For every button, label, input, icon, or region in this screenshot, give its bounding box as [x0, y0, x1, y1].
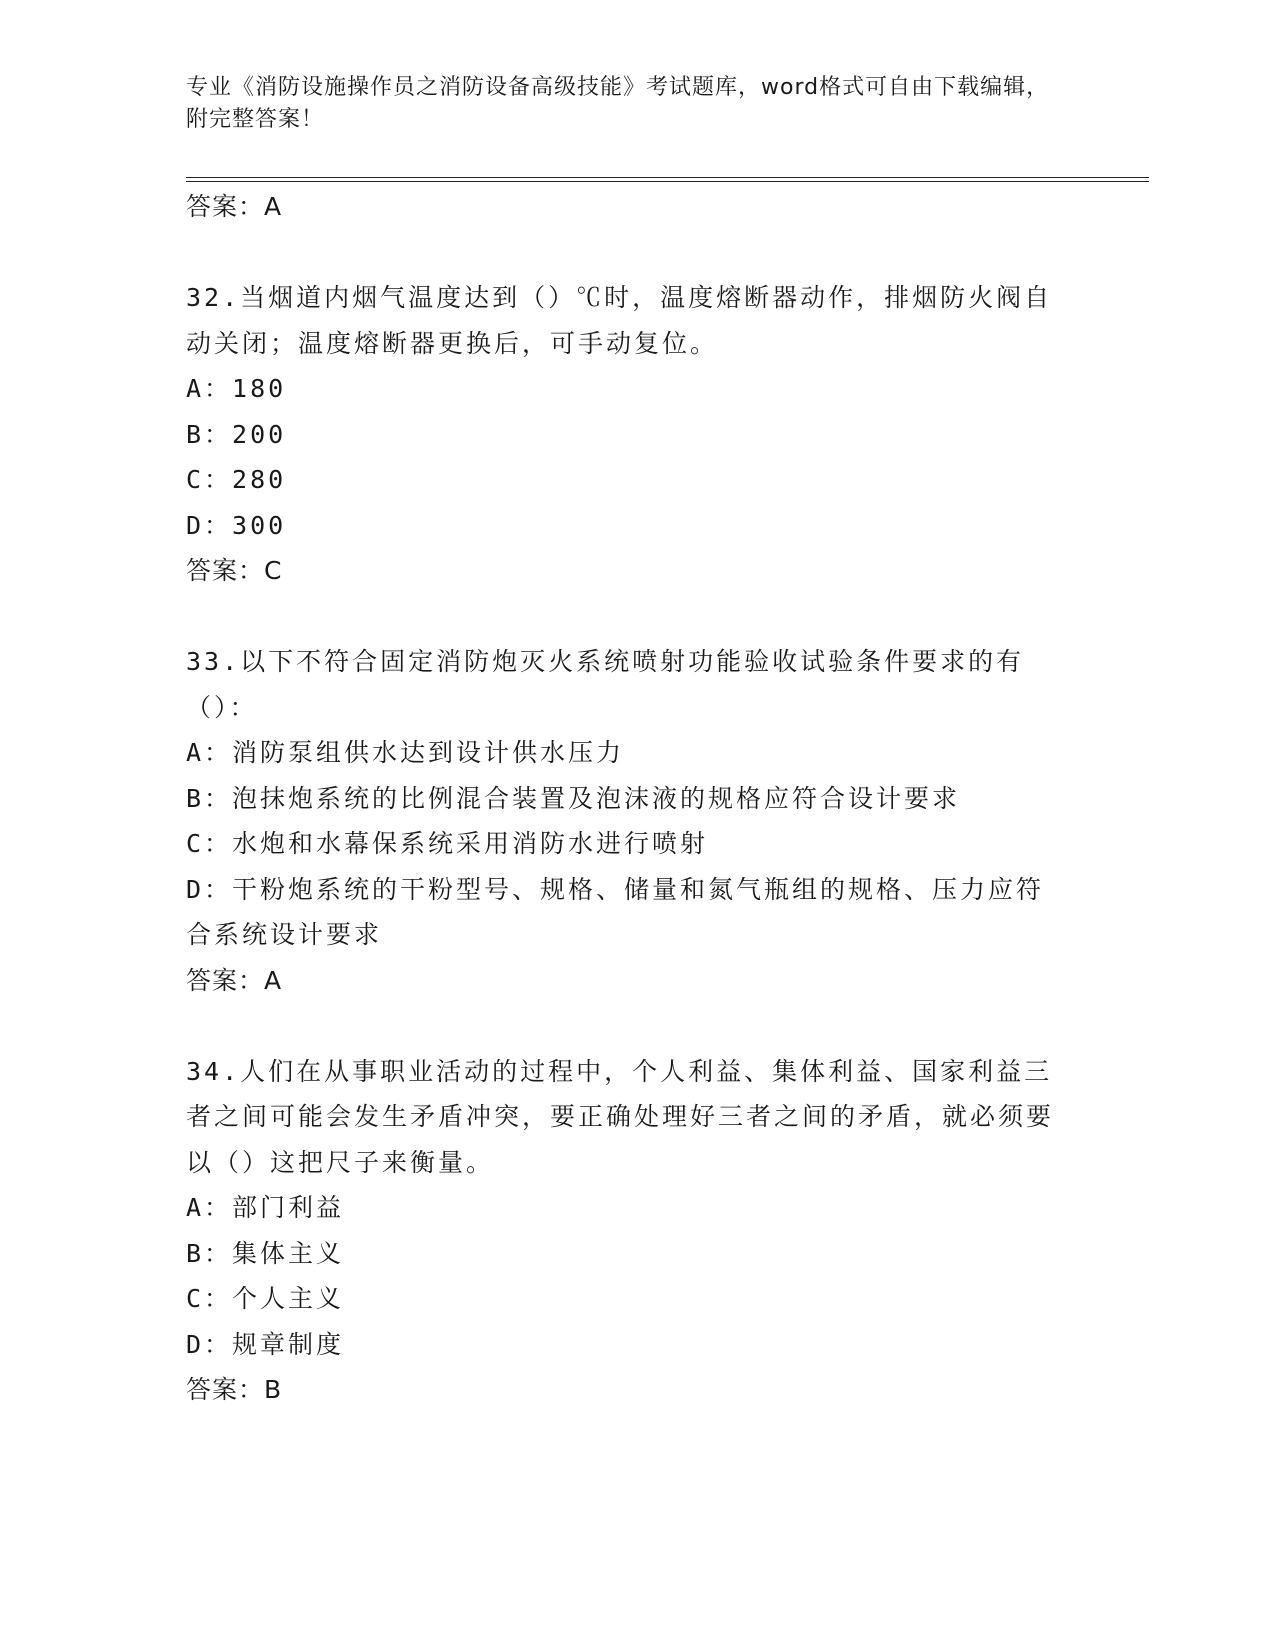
header-rule-top	[186, 177, 1149, 178]
answer: 答案：C	[186, 556, 283, 585]
question-list	[186, 184, 1066, 1413]
option-b: B：200	[186, 419, 287, 449]
option-a: A：180	[186, 374, 287, 403]
option-b: B：泡抹炮系统的比例混合装置及泡沫液的规格应符合设计要求	[186, 783, 961, 813]
option-d: D：300	[186, 510, 287, 540]
question-stem: 33.以下不符合固定消防炮灭火系统喷射功能验收试验条件要求的有（）：	[186, 647, 1025, 722]
option-c: C：个人主义	[186, 1284, 345, 1313]
option-c: C：280	[186, 465, 287, 494]
answer: 答案：A	[186, 965, 283, 995]
option-b: B：集体主义	[186, 1238, 345, 1268]
option-a: A：部门利益	[186, 1193, 345, 1222]
question-32	[186, 275, 1066, 594]
question-stem: 32.当烟道内烟气温度达到（）℃时，温度熔断器动作，排烟防火阀自动关闭；温度熔断器更换后，可手动复位。	[186, 283, 1053, 358]
option-d: D：规章制度	[186, 1329, 345, 1359]
document-header: 专业《消防设施操作员之消防设备高级技能》考试题库，word格式可自由下载编辑，附完整答案！	[186, 75, 1050, 132]
option-d: D：干粉炮系统的干粉型号、规格、储量和氮气瓶组的规格、压力应符合系统设计要求	[186, 874, 1045, 949]
option-a: A：消防泵组供水达到设计供水压力	[186, 738, 625, 767]
question-33	[186, 639, 1066, 1003]
question-stem: 34.人们在从事职业活动的过程中，个人利益、集体利益、国家利益三者之间可能会发生矛盾冲突，要正确处理好三者之间的矛盾，就必须要以（）这把尺子来衡量。	[186, 1056, 1055, 1177]
answer: 答案：B	[186, 1375, 283, 1404]
question-34	[186, 1049, 1066, 1413]
header-rule-bottom	[186, 181, 1149, 182]
option-c: C：水炮和水幕保系统采用消防水进行喷射	[186, 829, 709, 858]
previous-answer: 答案：A	[186, 192, 283, 221]
